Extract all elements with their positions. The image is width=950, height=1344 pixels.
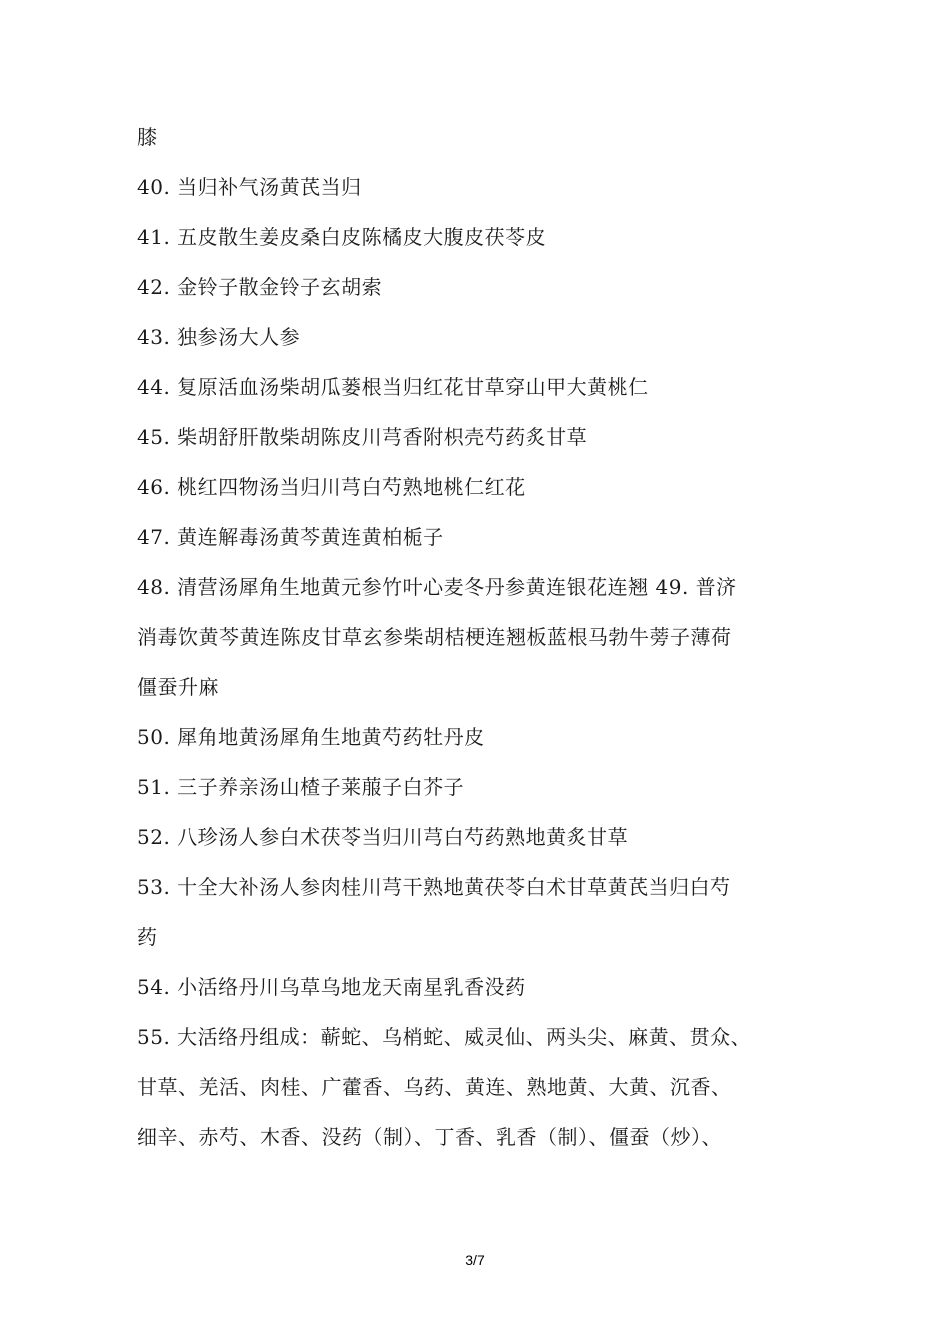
text-line: 41. 五皮散生姜皮桑白皮陈橘皮大腹皮茯苓皮 — [137, 225, 547, 249]
text-line: 55. 大活络丹组成：蕲蛇、乌梢蛇、威灵仙、两头尖、麻黄、贯众、 — [137, 1025, 752, 1049]
text-line: 消毒饮黄芩黄连陈皮甘草玄参柴胡桔梗连翘板蓝根马勃牛蒡子薄荷 — [137, 625, 732, 649]
text-line: 46. 桃红四物汤当归川芎白芍熟地桃仁红花 — [137, 475, 526, 499]
text-line: 54. 小活络丹川乌草乌地龙天南星乳香没药 — [137, 975, 526, 999]
text-line: 52. 八珍汤人参白术茯苓当归川芎白芍药熟地黄炙甘草 — [137, 825, 629, 849]
text-line: 药 — [137, 925, 158, 949]
text-line: 44. 复原活血汤柴胡瓜蒌根当归红花甘草穿山甲大黄桃仁 — [137, 375, 649, 399]
text-line: 42. 金铃子散金铃子玄胡索 — [137, 275, 383, 299]
text-line: 47. 黄连解毒汤黄芩黄连黄柏栀子 — [137, 525, 444, 549]
text-line: 50. 犀角地黄汤犀角生地黄芍药牡丹皮 — [137, 725, 485, 749]
text-line: 40. 当归补气汤黄芪当归 — [137, 175, 362, 199]
text-line: 膝 — [137, 125, 158, 149]
text-line: 53. 十全大补汤人参肉桂川芎干熟地黄茯苓白术甘草黄芪当归白芍 — [137, 875, 731, 899]
text-line: 甘草、羌活、肉桂、广藿香、乌药、黄连、熟地黄、大黄、沉香、 — [137, 1075, 732, 1099]
page-number: 3/7 — [465, 1252, 485, 1268]
text-line: 48. 清营汤犀角生地黄元参竹叶心麦冬丹参黄连银花连翘 49. 普济 — [137, 575, 737, 599]
text-line: 43. 独参汤大人参 — [137, 325, 301, 349]
text-line: 僵蚕升麻 — [137, 675, 219, 699]
text-line: 细辛、赤芍、木香、没药（制）、丁香、乳香（制）、僵蚕（炒）、 — [137, 1125, 722, 1149]
text-line: 45. 柴胡舒肝散柴胡陈皮川芎香附枳壳芍药炙甘草 — [137, 425, 588, 449]
document-body — [137, 112, 827, 1162]
text-line: 51. 三子养亲汤山楂子莱菔子白芥子 — [137, 775, 465, 799]
